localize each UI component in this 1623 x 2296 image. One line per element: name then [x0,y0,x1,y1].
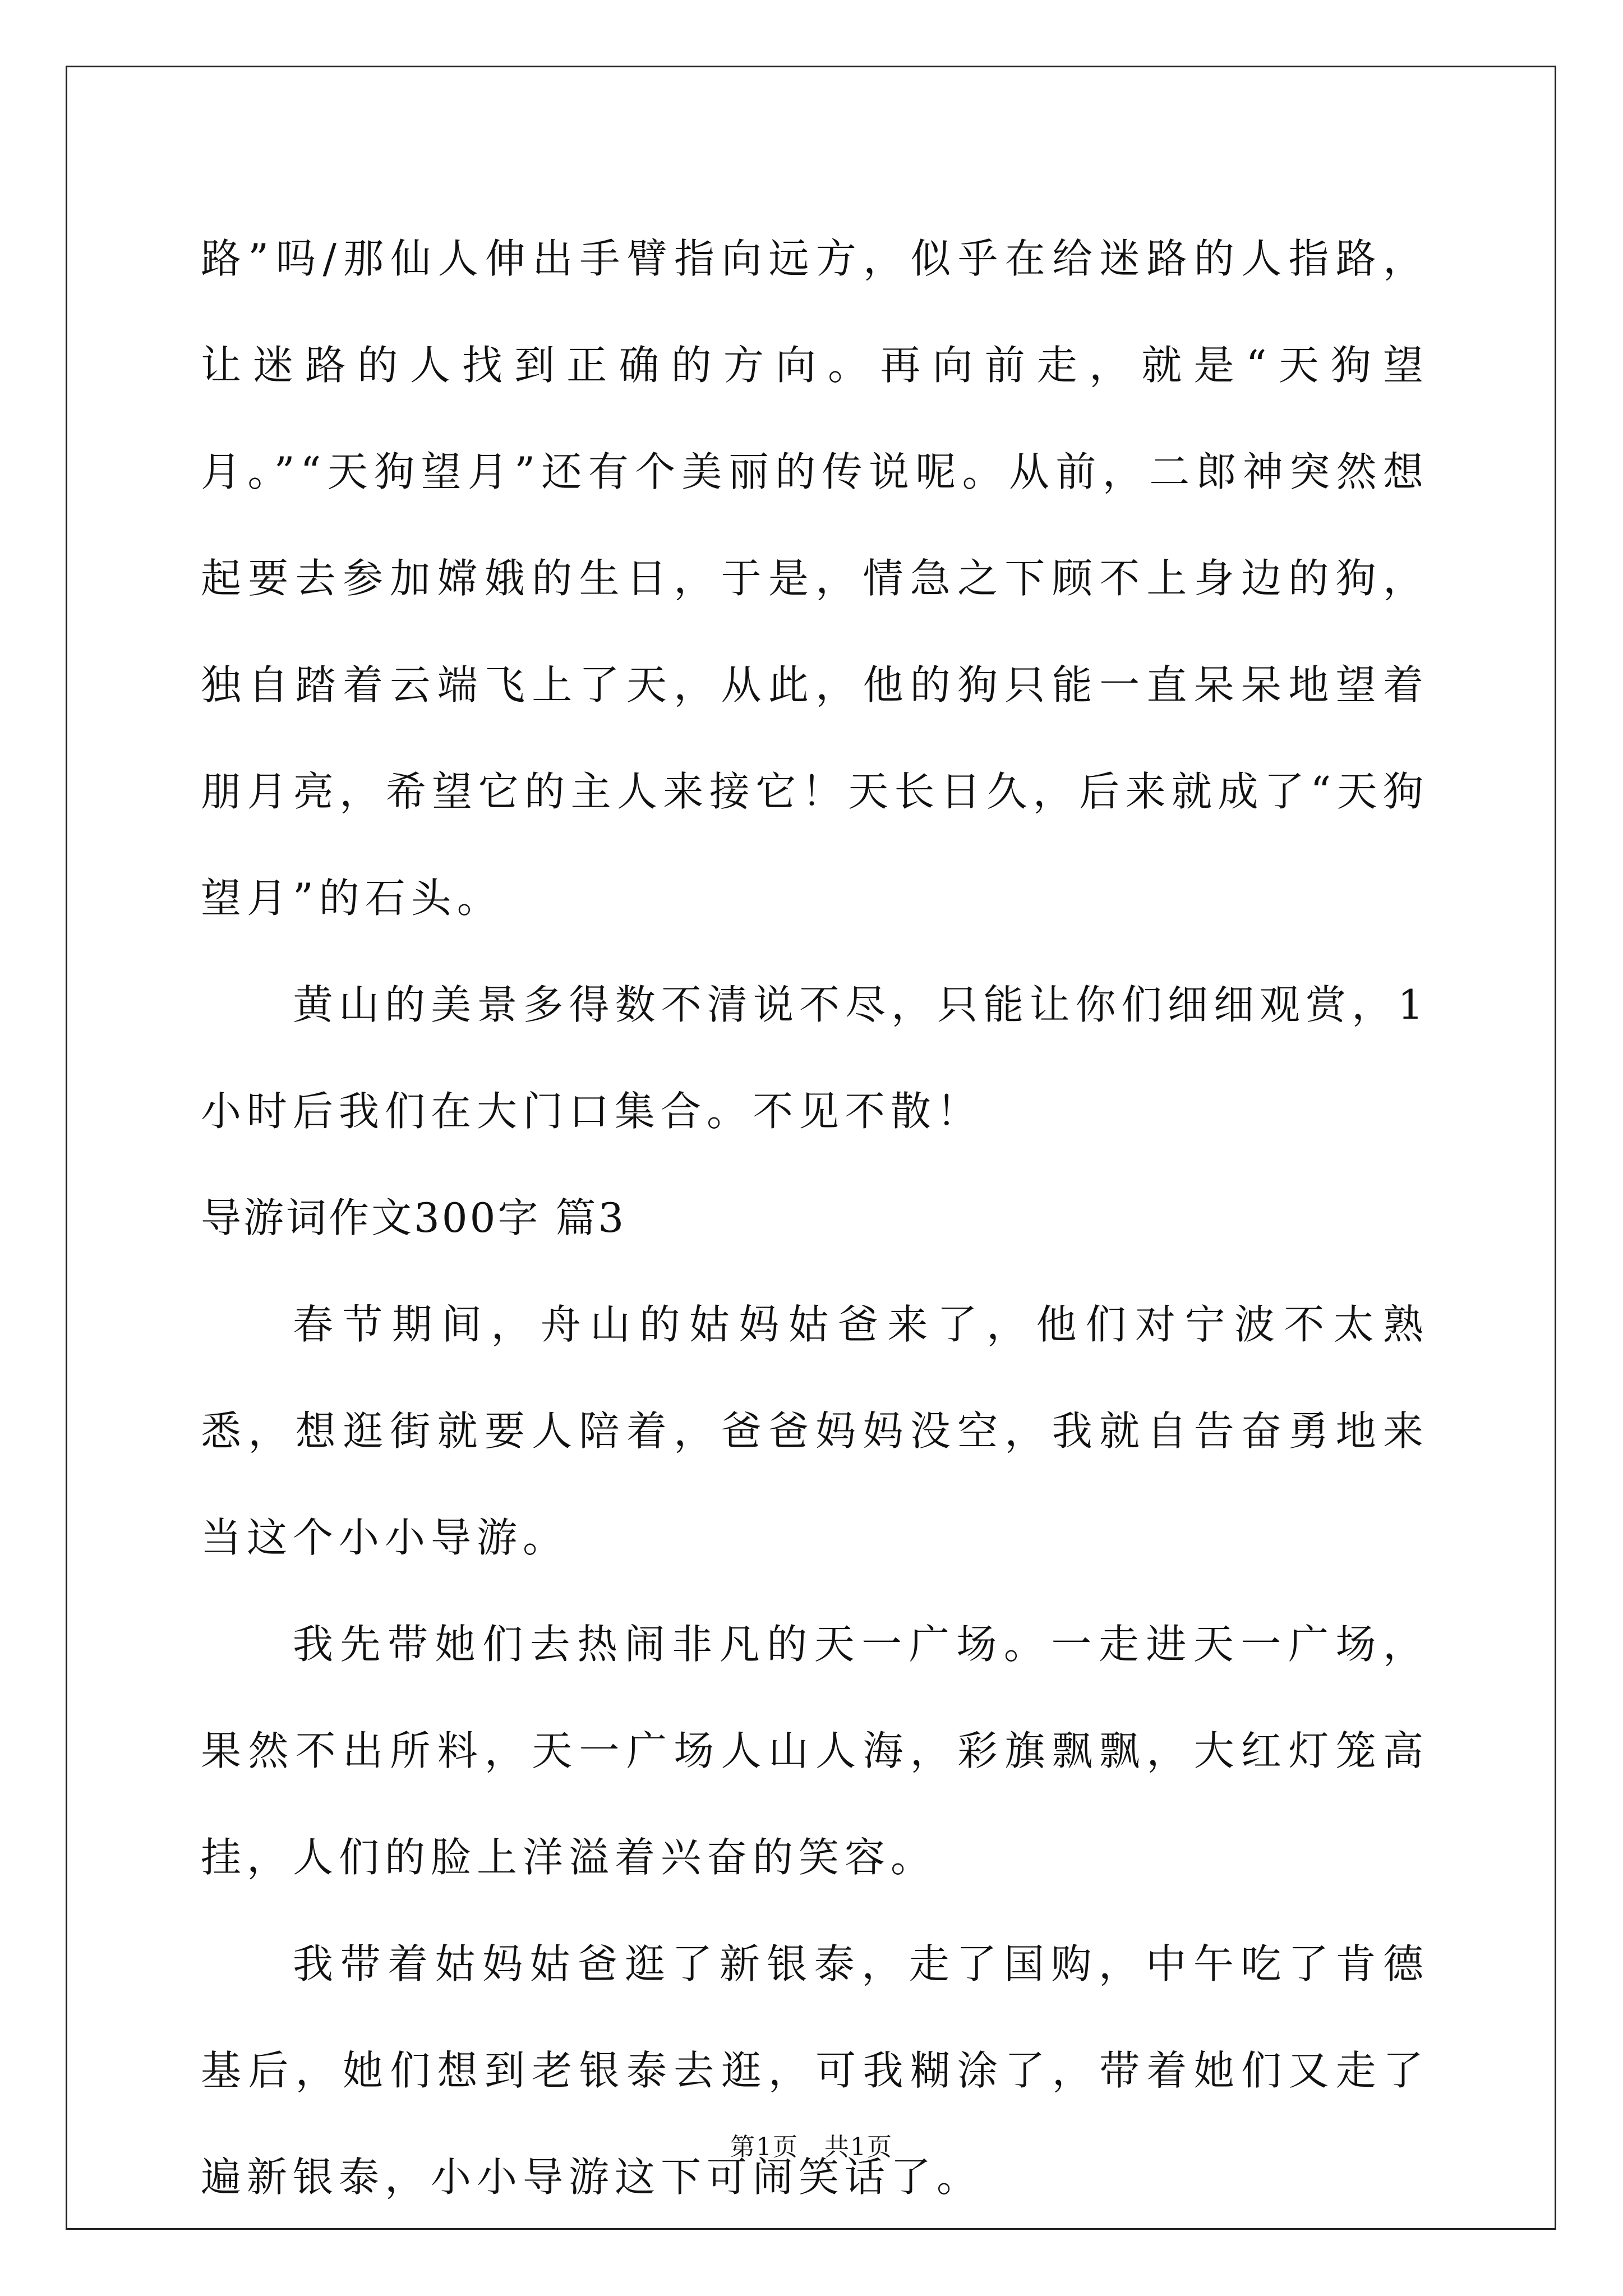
paragraph: 春节期间，舟山的姑妈姑爸来了，他们对宁波不太熟悉，想逛街就要人陪着，爸爸妈妈没空，我就自告奋勇地来当这个小小导游。 [201,1301,1429,1561]
page-total: 共1页 [824,2133,893,2161]
paragraph: 黄山的美景多得数不清说不尽，只能让你们细细观赏，1小时后我们在大门口集合。不见不散！ [201,981,1429,1135]
document-body [201,205,1429,2230]
page-number: 第1页 [730,2133,799,2161]
paragraph: 我带着姑妈姑爸逛了新银泰，走了国购，中午吃了肯德基后，她们想到老银泰去逛，可我糊涂了，带着她们又走了遍新银泰，小小导游这下可闹笑话了。 [201,1940,1429,2201]
section-heading: 导游词作文300字 篇3 [201,1194,626,1241]
paragraph: 我先带她们去热闹非凡的天一广场。一走进天一广场，果然不出所料，天一广场人山人海，彩旗飘飘，大红灯笼高挂，人们的脸上洋溢着兴奋的笑容。 [201,1621,1429,1881]
paragraph-continuation: 路”吗/那仙人伸出手臂指向远方，似乎在给迷路的人指路，让迷路的人找到正确的方向。再向前走，就是“天狗望月。”“天狗望月”还有个美丽的传说呢。从前，二郎神突然想起要去参加嫦娥的生日，于是，情急之下顾不上身边的狗，独自踏着云端飞上了天，从此，他的狗只能一直呆呆地望着朋月亮，希望它的主人来接它！天长日久，后来就成了“天狗望月”的石头。 [201,235,1429,922]
page-footer [0,2131,1623,2164]
